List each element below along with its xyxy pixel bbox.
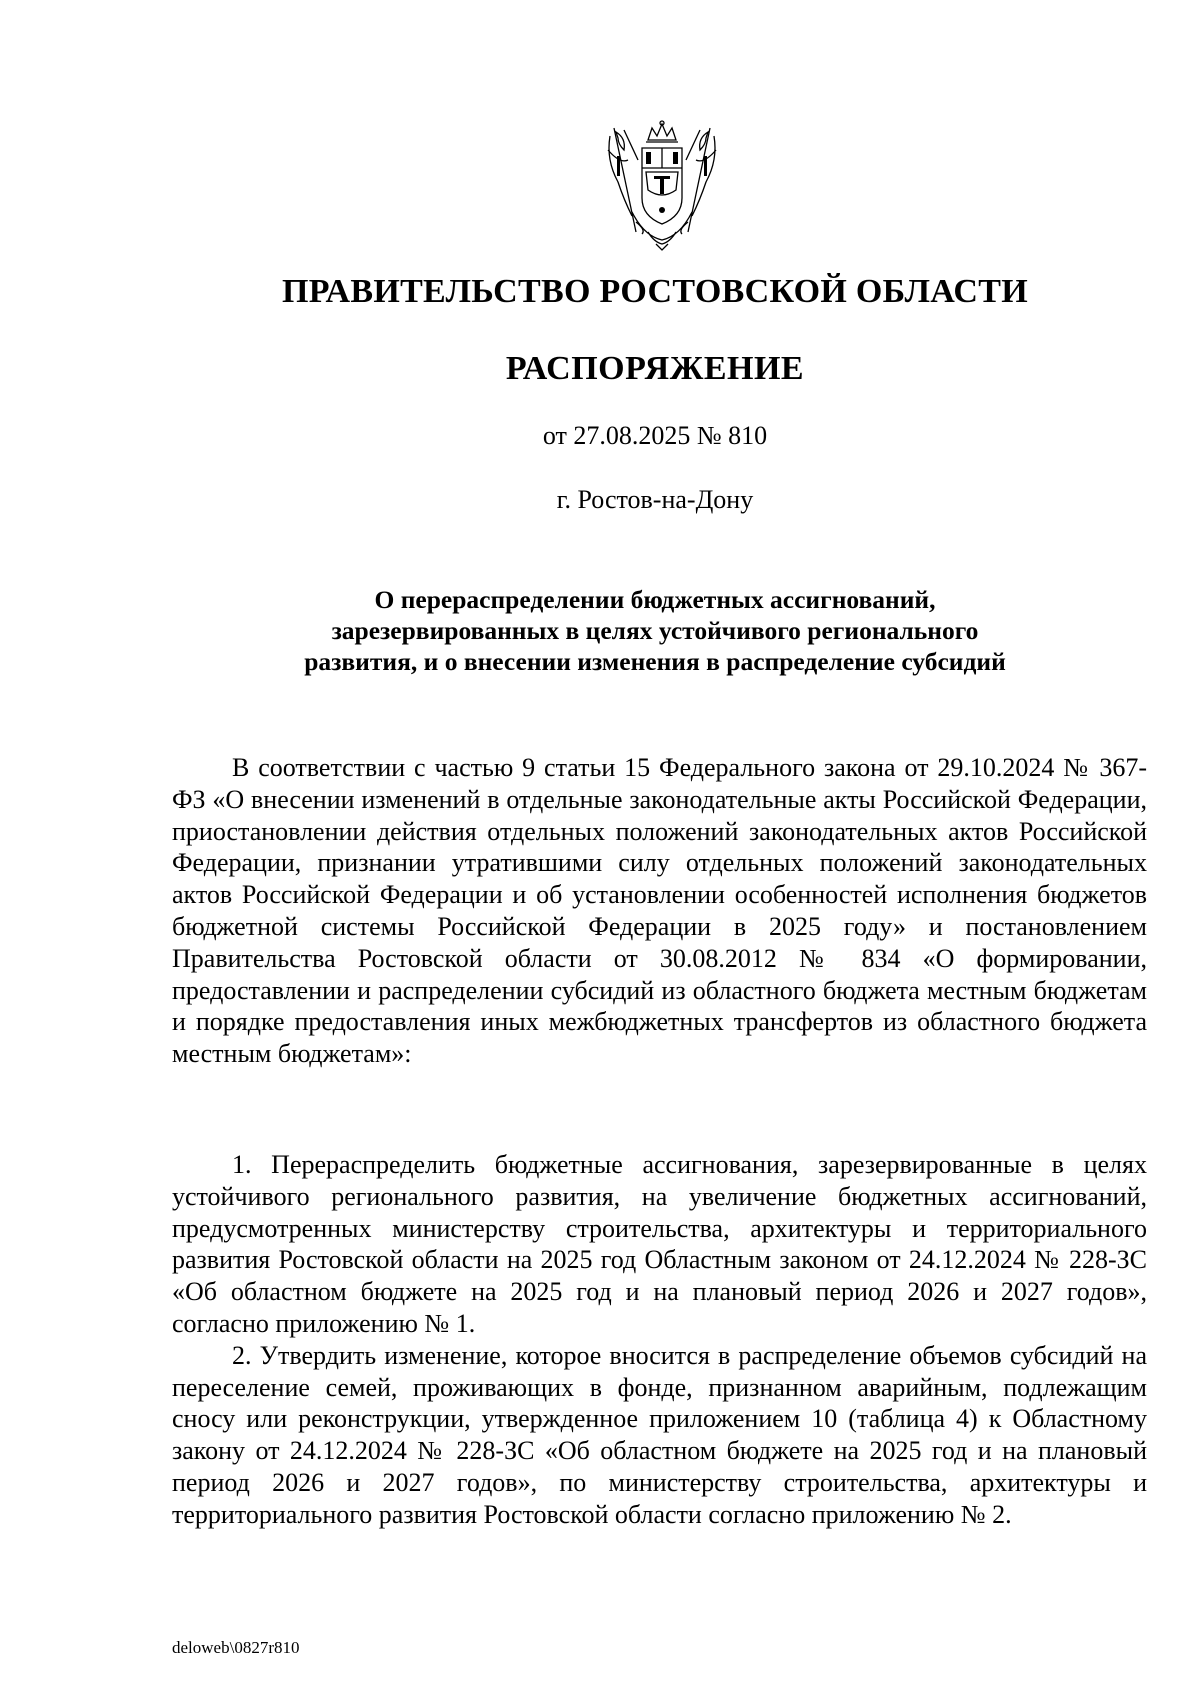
coat-of-arms-icon [602, 120, 722, 252]
document-date-number: от 27.08.2025 № 810 [542, 421, 768, 450]
subject-line: развития, и о внесении изменения в распределение субсидий [304, 647, 1006, 676]
document-type-title: РАСПОРЯЖЕНИЕ [505, 350, 805, 387]
document-footer-code: deloweb\0827r810 [172, 1638, 300, 1657]
document-city: г. Ростов-на-Дону [556, 485, 754, 514]
subject-line: зарезервированных в целях устойчивого регионального [331, 616, 979, 645]
document-subject [200, 584, 1110, 677]
preamble-section [172, 752, 1147, 1070]
preamble-paragraph: В соответствии с частью 9 статьи 15 Федерального закона от 29.10.2024 № 367-ФЗ «О внесении изменений в отдельные законодательные акты Российской Федерации, приостановлении действия отдельных положений законодательных актов Российской Федерации, признании утратившими силу отдельных положений законодательных актов Российской Федерации и об установлении особенностей исполнения бюджетов бюджетной системы Российской Федерации в 2025 году» и постановлением Правительства Ростовской области от 30.08.2012 № 834 «О формировании, предоставлении и распределении субсидий из областного бюджета местным бюджетам и порядке предоставления иных межбюджетных трансфертов из областного бюджета местным бюджетам»: [172, 753, 1147, 1069]
numbered-items [172, 1149, 1147, 1531]
list-item: 1. Перераспределить бюджетные ассигнования, зарезервированные в целях устойчивого регионального развития, на увеличение бюджетных ассигнований, предусмотренных министерству строительства, архитектуры и территориального развития Ростовской области на 2025 год Областным законом от 24.12.2024 № 228-ЗС «Об областном бюджете на 2025 год и на плановый период 2026 и 2027 годов», согласно приложению № 1. [172, 1150, 1147, 1338]
subject-line: О перераспределении бюджетных ассигнований, [374, 585, 936, 614]
list-item: 2. Утвердить изменение, которое вносится в распределение объемов субсидий на переселение семей, проживающих в фонде, признанном аварийным, подлежащим сносу или реконструкции, утвержденное приложением 10 (таблица 4) к Областному закону от 24.12.2024 № 228-ЗС «Об областном бюджете на 2025 год и на плановый период 2026 и 2027 годов», по министерству строительства, архитектуры и территориального развития Ростовской области согласно приложению № 2. [172, 1340, 1147, 1529]
organization-title: ПРАВИТЕЛЬСТВО РОСТОВСКОЙ ОБЛАСТИ [282, 273, 1028, 310]
